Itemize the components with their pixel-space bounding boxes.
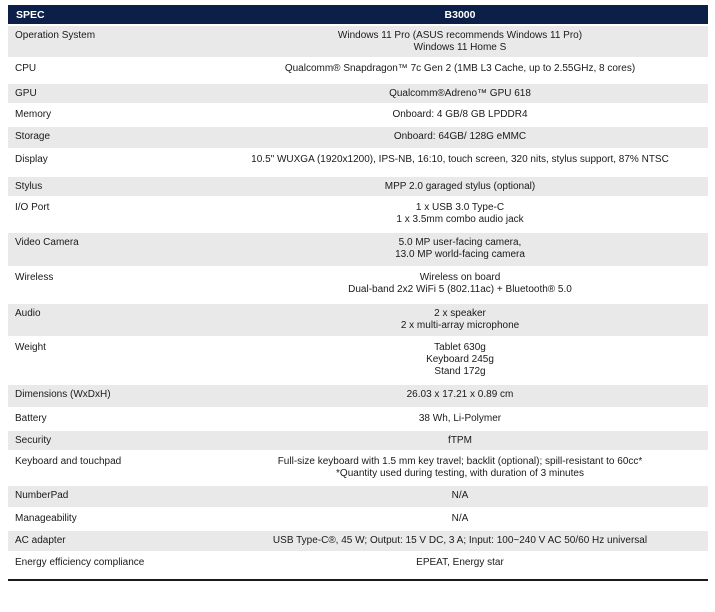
model-header: B3000: [212, 5, 708, 25]
spec-label: CPU: [8, 58, 212, 83]
table-row: [8, 83, 708, 104]
table-row: [8, 408, 708, 430]
table-row: [8, 552, 708, 580]
spec-value-line: Tablet 630g: [434, 342, 486, 353]
table-row: [8, 58, 708, 83]
table-row: [8, 232, 708, 267]
spec-label: Manageability: [8, 508, 212, 530]
spec-value: [212, 485, 708, 508]
table-row: [8, 25, 708, 58]
spec-label: Stylus: [8, 176, 212, 197]
spec-label: I/O Port: [8, 197, 212, 232]
spec-value: [212, 451, 708, 485]
spec-label: NumberPad: [8, 485, 212, 508]
spec-label: Weight: [8, 337, 212, 384]
spec-table: [8, 5, 708, 581]
table-row: [8, 337, 708, 384]
spec-value: [212, 104, 708, 126]
spec-label: Energy efficiency compliance: [8, 552, 212, 580]
header-row: [8, 5, 708, 25]
table-row: [8, 508, 708, 530]
spec-value-line: Full-size keyboard with 1.5 mm key travel; backlit (optional); spill-resistant to 60cc*: [277, 456, 643, 467]
spec-header: SPEC: [8, 5, 212, 25]
spec-label: Battery: [8, 408, 212, 430]
spec-value-line: *Quantity used during testing, with duration of 3 minutes: [336, 468, 584, 479]
table-row: [8, 303, 708, 337]
spec-label: Audio: [8, 303, 212, 337]
spec-body: [8, 25, 708, 580]
spec-value: [212, 126, 708, 149]
spec-value-line: Wireless on board: [419, 272, 501, 283]
spec-value: [212, 384, 708, 408]
spec-value-line: 10.5" WUXGA (1920x1200), IPS-NB, 16:10, touch screen, 320 nits, stylus support, 87% NTSC: [251, 154, 669, 165]
spec-value-line: N/A: [451, 490, 469, 501]
table-row: [8, 149, 708, 176]
spec-value: [212, 267, 708, 303]
table-row: [8, 104, 708, 126]
table-row: [8, 430, 708, 451]
spec-label: Operation System: [8, 25, 212, 58]
spec-value-line: Windows 11 Home S: [413, 42, 507, 53]
spec-value: [212, 337, 708, 384]
spec-value-line: Dual-band 2x2 WiFi 5 (802.11ac) + Bluetooth® 5.0: [348, 284, 572, 295]
table-row: [8, 384, 708, 408]
spec-value-line: MPP 2.0 garaged stylus (optional): [384, 181, 536, 192]
spec-value: [212, 25, 708, 58]
spec-label: Keyboard and touchpad: [8, 451, 212, 485]
table-row: [8, 267, 708, 303]
spec-value: [212, 58, 708, 83]
spec-value-line: fTPM: [448, 435, 472, 446]
spec-value: [212, 508, 708, 530]
spec-value-line: Onboard: 4 GB/8 GB LPDDR4: [392, 109, 528, 120]
spec-label: Video Camera: [8, 232, 212, 267]
spec-value-line: Windows 11 Pro (ASUS recommends Windows 11 Pro): [337, 30, 583, 41]
spec-value: [212, 552, 708, 580]
spec-value-line: 26.03 x 17.21 x 0.89 cm: [406, 389, 514, 400]
spec-value-line: 38 Wh, Li-Polymer: [418, 413, 502, 424]
spec-label: Wireless: [8, 267, 212, 303]
spec-label: Dimensions (WxDxH): [8, 384, 212, 408]
table-row: [8, 126, 708, 149]
spec-value-line: Keyboard 245g: [426, 354, 494, 365]
spec-value-line: Stand 172g: [434, 366, 486, 377]
spec-value: [212, 430, 708, 451]
spec-value-line: Qualcomm® Snapdragon™ 7c Gen 2 (1MB L3 Cache, up to 2.55GHz, 8 cores): [284, 63, 636, 74]
spec-value: [212, 303, 708, 337]
spec-value: [212, 232, 708, 267]
table-row: [8, 197, 708, 232]
spec-value: [212, 176, 708, 197]
spec-value: [212, 83, 708, 104]
spec-label: Display: [8, 149, 212, 176]
spec-value-line: Onboard: 64GB/ 128G eMMC: [393, 131, 527, 142]
spec-value: [212, 530, 708, 552]
spec-label: Memory: [8, 104, 212, 126]
spec-value-line: 1 x USB 3.0 Type-C: [415, 202, 505, 213]
spec-value: [212, 197, 708, 232]
spec-value-line: 2 x speaker: [434, 308, 486, 319]
spec-label: GPU: [8, 83, 212, 104]
table-row: [8, 451, 708, 485]
table-row: [8, 176, 708, 197]
table-row: [8, 485, 708, 508]
spec-value-line: 13.0 MP world-facing camera: [395, 249, 525, 260]
spec-value-line: N/A: [451, 513, 469, 524]
table-row: [8, 530, 708, 552]
spec-value: [212, 408, 708, 430]
spec-value-line: 2 x multi-array microphone: [400, 320, 520, 331]
spec-label: AC adapter: [8, 530, 212, 552]
spec-value-line: 1 x 3.5mm combo audio jack: [396, 214, 524, 225]
spec-value-line: USB Type-C®, 45 W; Output: 15 V DC, 3 A; Input: 100~240 V AC 50/60 Hz universal: [272, 535, 648, 546]
spec-value-line: EPEAT, Energy star: [416, 557, 504, 568]
spec-value: [212, 149, 708, 176]
spec-label: Storage: [8, 126, 212, 149]
spec-value-line: 5.0 MP user-facing camera,: [398, 237, 522, 248]
spec-label: Security: [8, 430, 212, 451]
spec-value-line: Qualcomm®Adreno™ GPU 618: [389, 88, 531, 99]
